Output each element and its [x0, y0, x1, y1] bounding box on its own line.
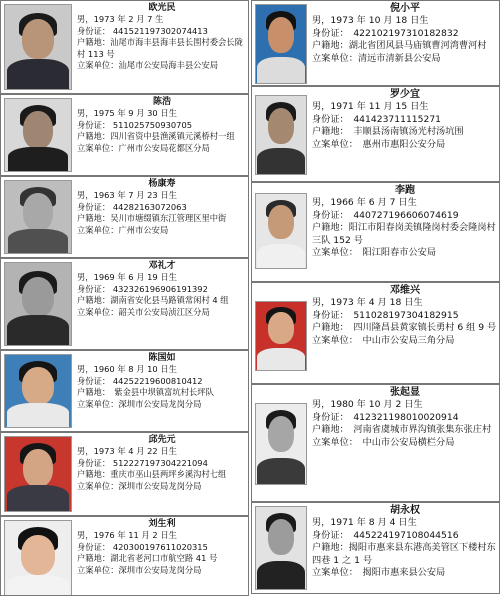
residence: 户籍地： 河南省虞城市界沟镇张集东张庄村 — [312, 424, 492, 436]
wanted-card — [251, 0, 500, 86]
residence: 户籍地：湖北省老河口市航空路 41 号 — [77, 553, 218, 563]
wanted-card — [0, 258, 249, 350]
filing-unit: 立案单位： 惠州市惠阳公安分局 — [312, 138, 446, 150]
gender-birth: 男，1973 年 4 月 18 日生 — [312, 297, 423, 308]
filing-unit: 立案单位：韶关市公安局浈江区分局 — [77, 306, 210, 317]
wanted-card — [251, 502, 500, 594]
id-number: 身份证： 432326196906191392 — [77, 283, 208, 294]
wanted-card — [251, 384, 500, 502]
id-number: 身份证： 412321198010020914 — [312, 411, 459, 423]
person-name: 欧光民 — [148, 3, 176, 13]
wanted-card — [251, 86, 500, 182]
person-name: 杨康寿 — [148, 179, 176, 189]
gender-birth: 男，1976 年 11 月 2 日生 — [77, 530, 177, 540]
gender-birth: 男，1966 年 6 月 7 日生 — [312, 197, 417, 208]
gender-birth: 男，1969 年 6 月 19 日生 — [77, 272, 177, 282]
id-number: 身份证： 441423711115271 — [312, 113, 442, 125]
residence: 户籍地： 四川隆昌县黄家镇长勇村 6 组 9 号 — [312, 322, 497, 334]
person-name: 陈国如 — [148, 353, 176, 363]
person-name: 陈浩 — [152, 97, 171, 107]
wanted-card — [0, 516, 249, 596]
residence: 户籍地： 丰顺县汤南镇汤光村汤坑围 — [312, 126, 464, 138]
portrait-photo — [4, 262, 72, 346]
portrait-photo — [255, 403, 307, 485]
left-column — [0, 0, 249, 596]
id-number: 身份证： 511025750930705 — [77, 119, 193, 130]
id-number: 身份证： 441521197302074413 — [77, 25, 208, 36]
portrait-photo — [4, 4, 72, 90]
id-number: 身份证： 420300197611020315 — [77, 541, 208, 552]
id-number: 身份证： 511028197304182915 — [312, 309, 459, 321]
portrait-photo — [4, 180, 72, 254]
filing-unit: 立案单位：广州市公安局 — [77, 224, 169, 235]
wanted-card — [0, 350, 249, 432]
person-name: 罗少宜 — [390, 89, 420, 100]
gender-birth: 男，1963 年 7 月 23 日生 — [77, 190, 177, 200]
wanted-card — [251, 182, 500, 282]
gender-birth: 男，1973 年 4 月 22 日生 — [77, 446, 177, 456]
gender-birth: 男，1971 年 11 月 15 日生 — [312, 101, 429, 112]
residence: 户籍地：湖南省安化县马路镇常闲村 4 组 — [77, 295, 229, 305]
portrait-photo — [4, 436, 72, 512]
gender-birth: 男，1973 年 10 月 18 日生 — [312, 15, 429, 26]
residence: 户籍地： 紫金县中坝镇富坑村长坪队 — [77, 387, 214, 397]
portrait-photo — [255, 4, 307, 84]
filing-unit: 立案单位： 阳江阳春市公安局 — [312, 247, 437, 259]
portrait-photo — [4, 98, 72, 172]
person-name: 刘生利 — [148, 519, 176, 529]
portrait-photo — [4, 354, 72, 428]
person-name: 邓礼才 — [148, 261, 176, 271]
filing-unit: 立案单位： 中山市公安局横栏分局 — [312, 436, 455, 448]
id-number: 身份证： 445224197108044516 — [312, 529, 459, 541]
filing-unit: 立案单位：汕尾市公安局海丰县公安局 — [77, 60, 219, 70]
portrait-photo — [255, 95, 307, 175]
filing-unit: 立案单位：深圳市公安局龙岗分局 — [77, 564, 202, 575]
gender-birth: 男，1971 年 8 月 4 日生 — [312, 517, 417, 528]
gender-birth: 男，1980 年 10 月 2 日生 — [312, 399, 423, 410]
portrait-photo — [255, 193, 307, 269]
filing-unit: 立案单位：清远市清新县公安局 — [312, 52, 441, 64]
portrait-photo — [255, 301, 307, 371]
id-number: 身份证： 422102197310182832 — [312, 27, 459, 39]
person-name: 胡永权 — [390, 505, 420, 516]
id-number: 身份证： 44252219600810412 — [77, 375, 203, 386]
person-name: 李跑 — [395, 185, 415, 196]
id-number: 身份证： 440727196606074619 — [312, 209, 459, 221]
gender-birth: 男，1973 年 2 月 7 生 — [77, 14, 164, 24]
wanted-card — [0, 94, 249, 176]
id-number: 身份证： 512227197304221094 — [77, 457, 208, 468]
filing-unit: 立案单位：深圳市公安局龙岗分局 — [77, 398, 202, 409]
portrait-photo — [255, 506, 307, 590]
filing-unit: 立案单位： 揭阳市惠来县公安局 — [312, 567, 446, 579]
residence: 户籍地：吴川市塘缀镇东江管理区里中街 — [77, 213, 227, 223]
wanted-card — [0, 0, 249, 94]
filing-unit: 立案单位：深圳市公安局龙岗分局 — [77, 480, 202, 491]
residence: 户籍地：湖北省团风县马庙镇曹河湾曹河村 — [312, 40, 487, 52]
person-name: 邱先元 — [148, 435, 176, 445]
residence: 户籍地：揭阳市惠来县东港高美管区下楼村东四巷 1 之 1 号 — [312, 542, 496, 566]
person-name: 邓维兴 — [390, 285, 420, 296]
id-number: 身份证： 44282163072063 — [77, 201, 187, 212]
right-column — [251, 0, 500, 594]
filing-unit: 立案单位：广州市公安局花都区分局 — [77, 142, 210, 153]
portrait-photo — [4, 520, 72, 596]
residence: 户籍地：四川省资中县渔溪镇元溪桥村一组 — [77, 131, 235, 141]
residence: 户籍地：重庆市巫山县两坪乡溪沟村七组 — [77, 469, 227, 479]
filing-unit: 立案单位： 中山市公安局三角分局 — [312, 334, 455, 346]
residence: 户籍地：汕尾市海丰县海丰县长围村委会长陇村 113 号 — [77, 37, 243, 59]
gender-birth: 男，1960 年 8 月 10 日生 — [77, 364, 177, 374]
wanted-card — [0, 432, 249, 516]
wanted-card — [0, 176, 249, 258]
person-name: 张起显 — [390, 387, 420, 398]
person-name: 倪小平 — [390, 3, 420, 14]
wanted-card — [251, 282, 500, 384]
gender-birth: 男，1975 年 9 月 30 日生 — [77, 108, 177, 118]
residence: 户籍地：阳江市阳春岗美镇隆岗村委会隆岗村三队 152 号 — [312, 222, 496, 246]
